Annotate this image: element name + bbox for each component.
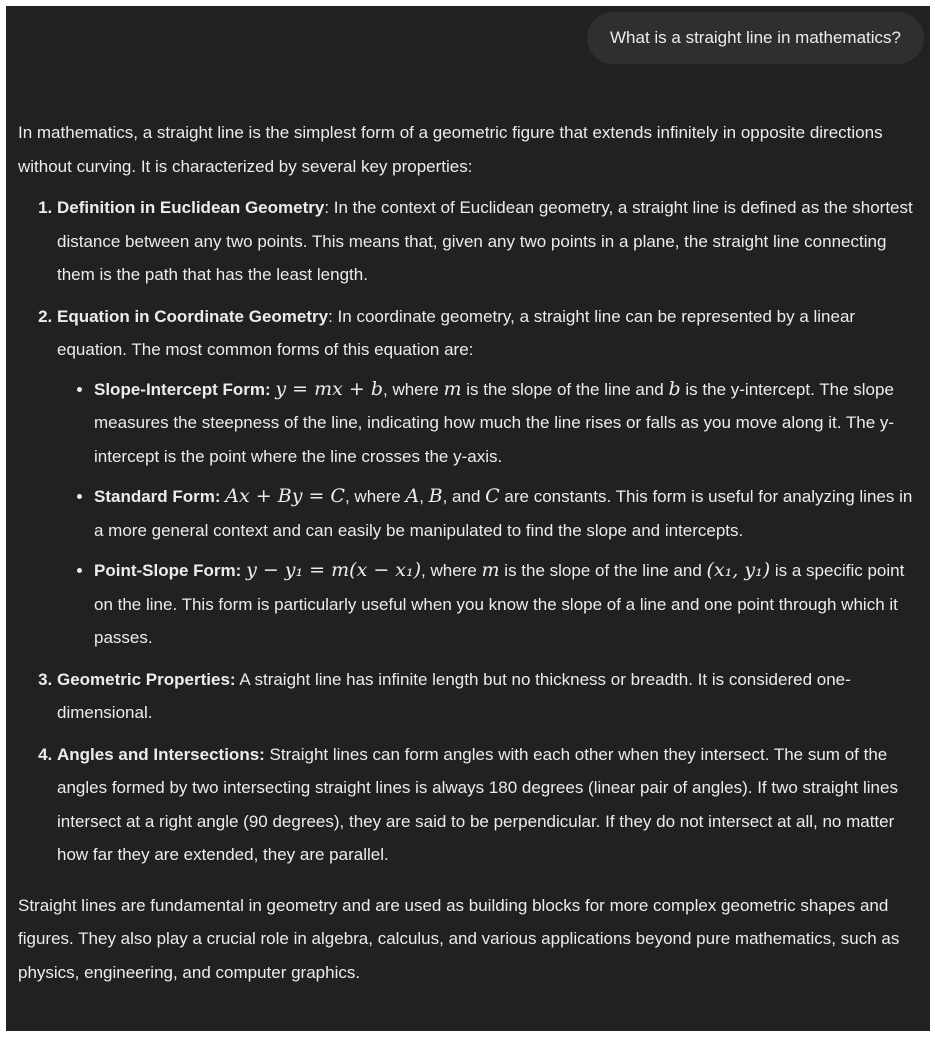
form-point-slope	[94, 554, 924, 655]
form-standard	[94, 480, 924, 547]
item-term: Definition in Euclidean Geometry	[57, 198, 325, 217]
variable: B	[428, 485, 443, 507]
properties-list	[18, 191, 924, 872]
variable: b	[668, 377, 681, 400]
equation-forms-list	[57, 373, 924, 655]
list-item-angles-intersections	[57, 738, 924, 872]
form-term: Standard Form:	[94, 487, 221, 506]
form-text: , and	[442, 487, 486, 506]
form-text: , where	[421, 561, 482, 580]
form-slope-intercept	[94, 373, 924, 474]
item-term: Equation in Coordinate Geometry	[57, 306, 329, 326]
item-text: : In the context of Euclidean geometry, a straight line is defined as the shortest distance between any two points. This means that, given any two points in a plane, the straight line connecting them is the path that has the least length.	[57, 198, 913, 284]
form-equation: y − y₁ = m(x − x₁)	[246, 559, 422, 581]
list-item-geometric-properties	[57, 663, 924, 730]
form-text: , where	[344, 487, 406, 506]
response-conclusion: Straight lines are fundamental in geometry and are used as building blocks for more complex geometric shapes and figures. They also play a crucial role in algebra, calculus, and various applications beyond pure mathematics, such as physics, engineering, and computer graphics.	[18, 895, 900, 982]
variable: (x₁, y₁)	[706, 559, 771, 581]
variable: A	[405, 485, 420, 507]
item-text: : In coordinate geometry, a straight line can be represented by a linear equation. The most common forms of this equation are:	[57, 306, 856, 359]
chat-panel	[6, 6, 930, 1031]
form-equation: y = mx + b	[275, 377, 383, 400]
list-item-euclidean-definition	[57, 191, 924, 292]
form-text: is the y-intercept. The slope measures the steepness of the line, indicating how much the line rises or falls as you move along it. The y-intercept is the point where the line crosses the y-axis.	[94, 379, 895, 466]
variable: m	[481, 559, 500, 581]
form-text: is the slope of the line and	[461, 379, 669, 399]
form-text: , where	[383, 379, 444, 399]
response-intro: In mathematics, a straight line is the simplest form of a geometric figure that extends infinitely in opposite directions without curving. It is characterized by several key properties:	[18, 123, 883, 176]
form-equation: Ax + By = C	[225, 485, 345, 507]
form-text: is the slope of the line and	[499, 561, 707, 580]
item-term: Angles and Intersections:	[57, 744, 265, 764]
form-term: Point-Slope Form:	[94, 561, 242, 580]
list-item-coordinate-equation	[57, 300, 924, 655]
form-text: are constants. This form is useful for analyzing lines in a more general context and can easily be manipulated to find the slope and intercepts.	[94, 487, 913, 540]
user-message-bubble: What is a straight line in mathematics?	[587, 12, 924, 64]
item-text: A straight line has infinite length but no thickness or breadth. It is considered one-dimensional.	[57, 669, 851, 722]
item-term: Geometric Properties:	[57, 669, 236, 689]
form-text: is a specific point on the line. This form is particularly useful when you know the slope of a line and one point through which it passes.	[94, 561, 905, 647]
item-text: Straight lines can form angles with each other when they intersect. The sum of the angles formed by two intersecting straight lines is always 180 degrees (linear pair of angles). If two straight lines intersect at a right angle (90 degrees), they are said to be perpendicular. If they do not intersect at all, no matter how far they are extended, they are parallel.	[57, 744, 898, 864]
variable: C	[485, 485, 500, 507]
variable: m	[443, 377, 462, 400]
form-term: Slope-Intercept Form:	[94, 379, 271, 399]
form-text: ,	[419, 487, 429, 506]
assistant-response	[18, 116, 924, 989]
